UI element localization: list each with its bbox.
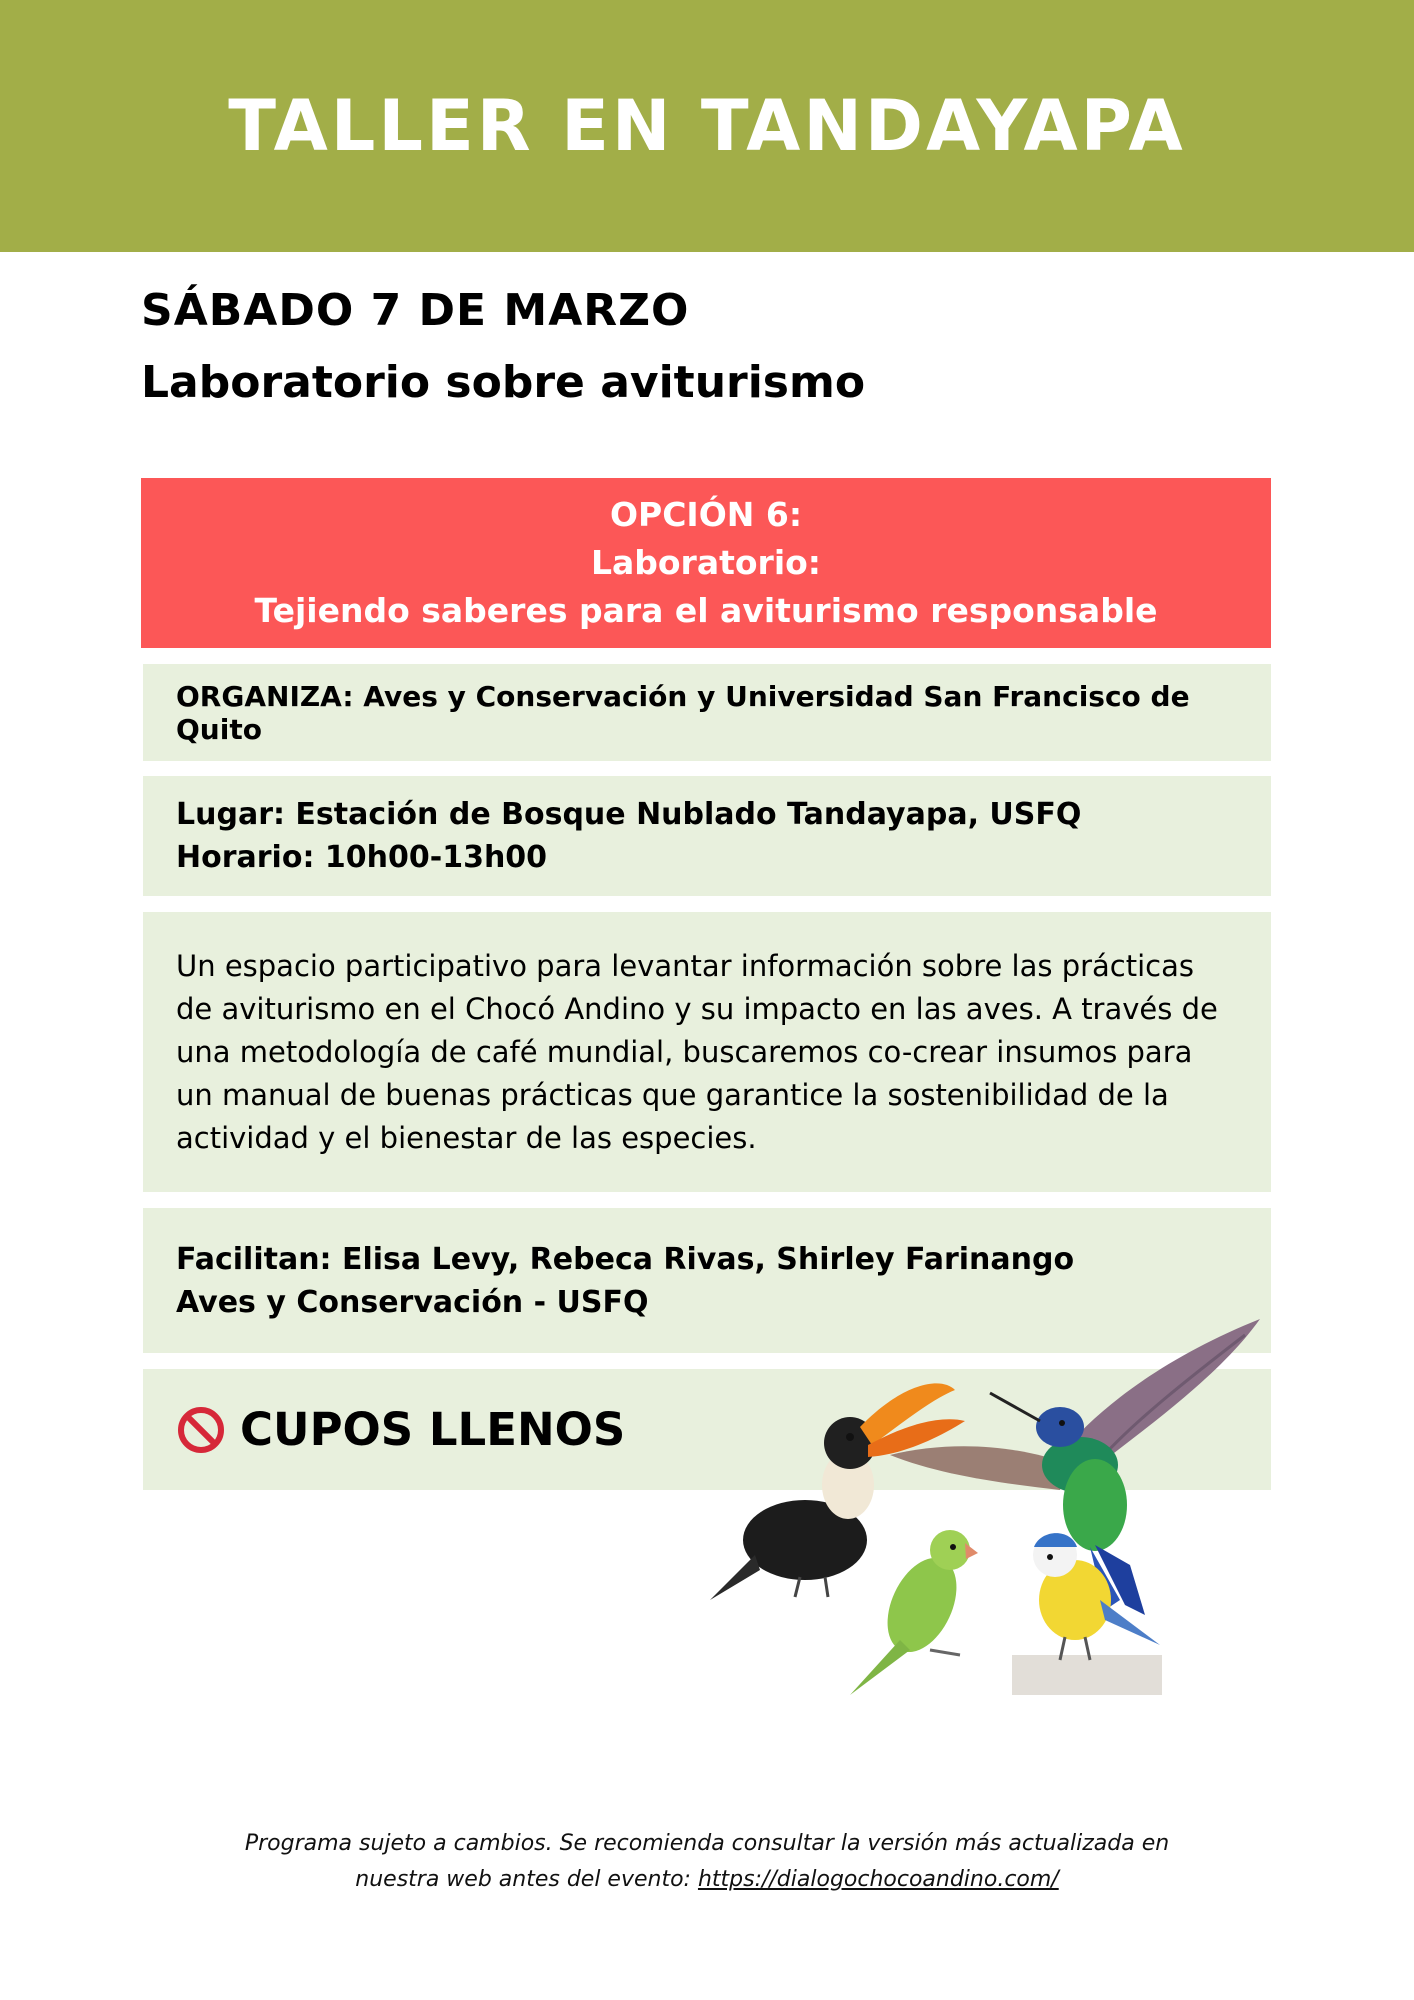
option-title: Tejiendo saberes para el aviturismo responsable [254,591,1158,630]
facilitators-org: Aves y Conservación - USFQ [176,1284,649,1320]
event-date: SÁBADO 7 DE MARZO [141,285,690,336]
status-label: CUPOS LLENOS [240,1403,626,1456]
organizer-text: ORGANIZA: Aves y Conservación y Universidad San Francisco de Quito [176,679,1190,746]
prohibited-icon [176,1405,226,1455]
footer-line1: Programa sujeto a cambios. Se recomienda consultar la versión más actualizada en [244,1831,1170,1856]
description-text: Un espacio participativo para levantar información sobre las prácticas de aviturismo en el Chocó Andino y su impacto en las aves. A través de una metodología de café mundial, buscaremos co-crear insumos para un manual de buenas prácticas que garantice la sostenibilidad de la actividad y el bienestar de las especies. [176,948,1218,1155]
parrot-illustration [850,1530,978,1695]
place-panel [143,776,1271,896]
header-banner [0,0,1414,252]
description-panel [143,912,1271,1192]
organizer-panel [143,664,1271,761]
footer-note [0,1826,1414,1898]
location-text: Lugar: Estación de Bosque Nublado Tandayapa, USFQ [176,797,1082,832]
schedule-text: Horario: 10h00-13h00 [176,840,548,875]
event-subtitle: Laboratorio sobre aviturismo [141,357,866,408]
option-number: OPCIÓN 6: [609,495,803,534]
footer-line2 [0,1862,1414,1898]
footer-prefix: nuestra web antes del evento: [355,1867,698,1892]
facilitators-names: Facilitan: Elisa Levy, Rebeca Rivas, Shirley Farinango [176,1241,1075,1277]
page-title: TALLER EN TANDAYAPA [228,85,1186,167]
option-type: Laboratorio: [590,543,822,582]
option-box [141,478,1271,648]
tit-illustration [1012,1533,1162,1695]
website-link[interactable]: https://dialogochocoandino.com/ [697,1867,1059,1892]
birds-illustration [700,1315,1280,1705]
